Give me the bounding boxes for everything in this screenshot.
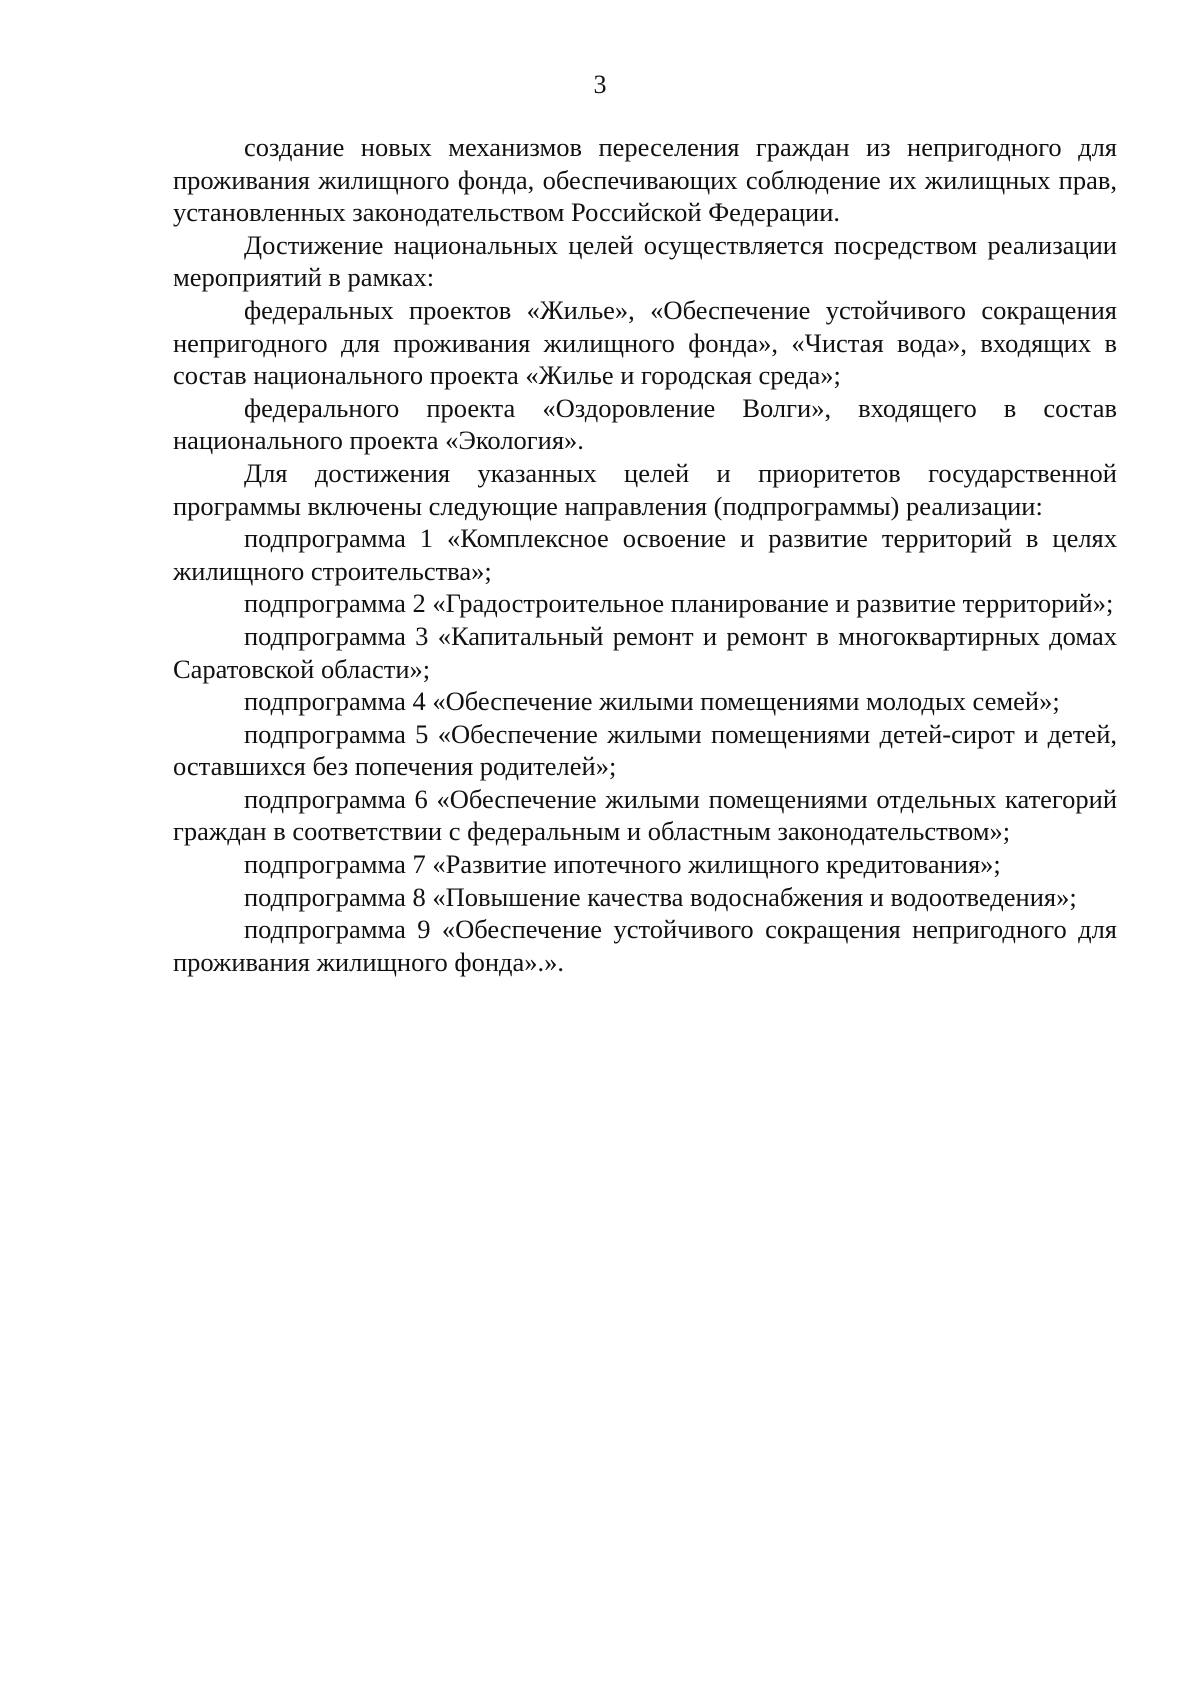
list-item-subprogram-1: подпрограмма 1 «Комплексное освоение и развитие территорий в целях жилищного строительства»; — [173, 523, 1117, 586]
paragraph-federal-project-volga: федерального проекта «Оздоровление Волги», входящего в состав национального проекта «Экология». — [173, 392, 1117, 456]
list-item-subprogram-3: подпрограмма 3 «Капитальный ремонт и ремонт в многоквартирных домах Саратовской области»; — [173, 620, 1117, 684]
paragraph-federal-projects-housing: федеральных проектов «Жилье», «Обеспечение устойчивого сокращения непригодного для проживания жилищного фонда», «Чистая вода», входящих в состав национального проекта «Жилье и городская среда»; — [173, 294, 1117, 391]
list-item-subprogram-6: подпрограмма 6 «Обеспечение жилыми помещениями отдельных категорий граждан в соответствии с федеральным и областным законодательством»; — [173, 783, 1117, 847]
list-item-subprogram-9: подпрограмма 9 «Обеспечение устойчивого сокращения непригодного для проживания жилищного фонда».». — [173, 914, 1117, 977]
list-item-subprogram-2: подпрограмма 2 «Градостроительное планирование и развитие территорий»; — [244, 588, 1114, 619]
paragraph-resettlement-mechanisms: создание новых механизмов переселения граждан из непригодного для проживания жилищного фонда, обеспечивающих соблюдение их жилищных прав, установленных законодательством Российской Федерации. — [173, 132, 1117, 228]
page-number: 3 — [593, 70, 607, 99]
list-item-subprogram-8: подпрограмма 8 «Повышение качества водоснабжения и водоотведения»; — [244, 881, 1077, 912]
list-item-subprogram-5: подпрограмма 5 «Обеспечение жилыми помещениями детей-сирот и детей, оставшихся без попечения родителей»; — [173, 718, 1117, 782]
list-item-subprogram-7: подпрограмма 7 «Развитие ипотечного жилищного кредитования»; — [244, 849, 1001, 880]
paragraph-national-goals: Достижение национальных целей осуществляется посредством реализации мероприятий в рамках: — [173, 229, 1117, 293]
list-item-subprogram-4: подпрограмма 4 «Обеспечение жилыми помещениями молодых семей»; — [244, 686, 1060, 717]
document-body — [173, 131, 1117, 978]
paragraph-directions-intro: Для достижения указанных целей и приоритетов государственной программы включены следующие направления (подпрограммы) реализации: — [173, 457, 1117, 521]
